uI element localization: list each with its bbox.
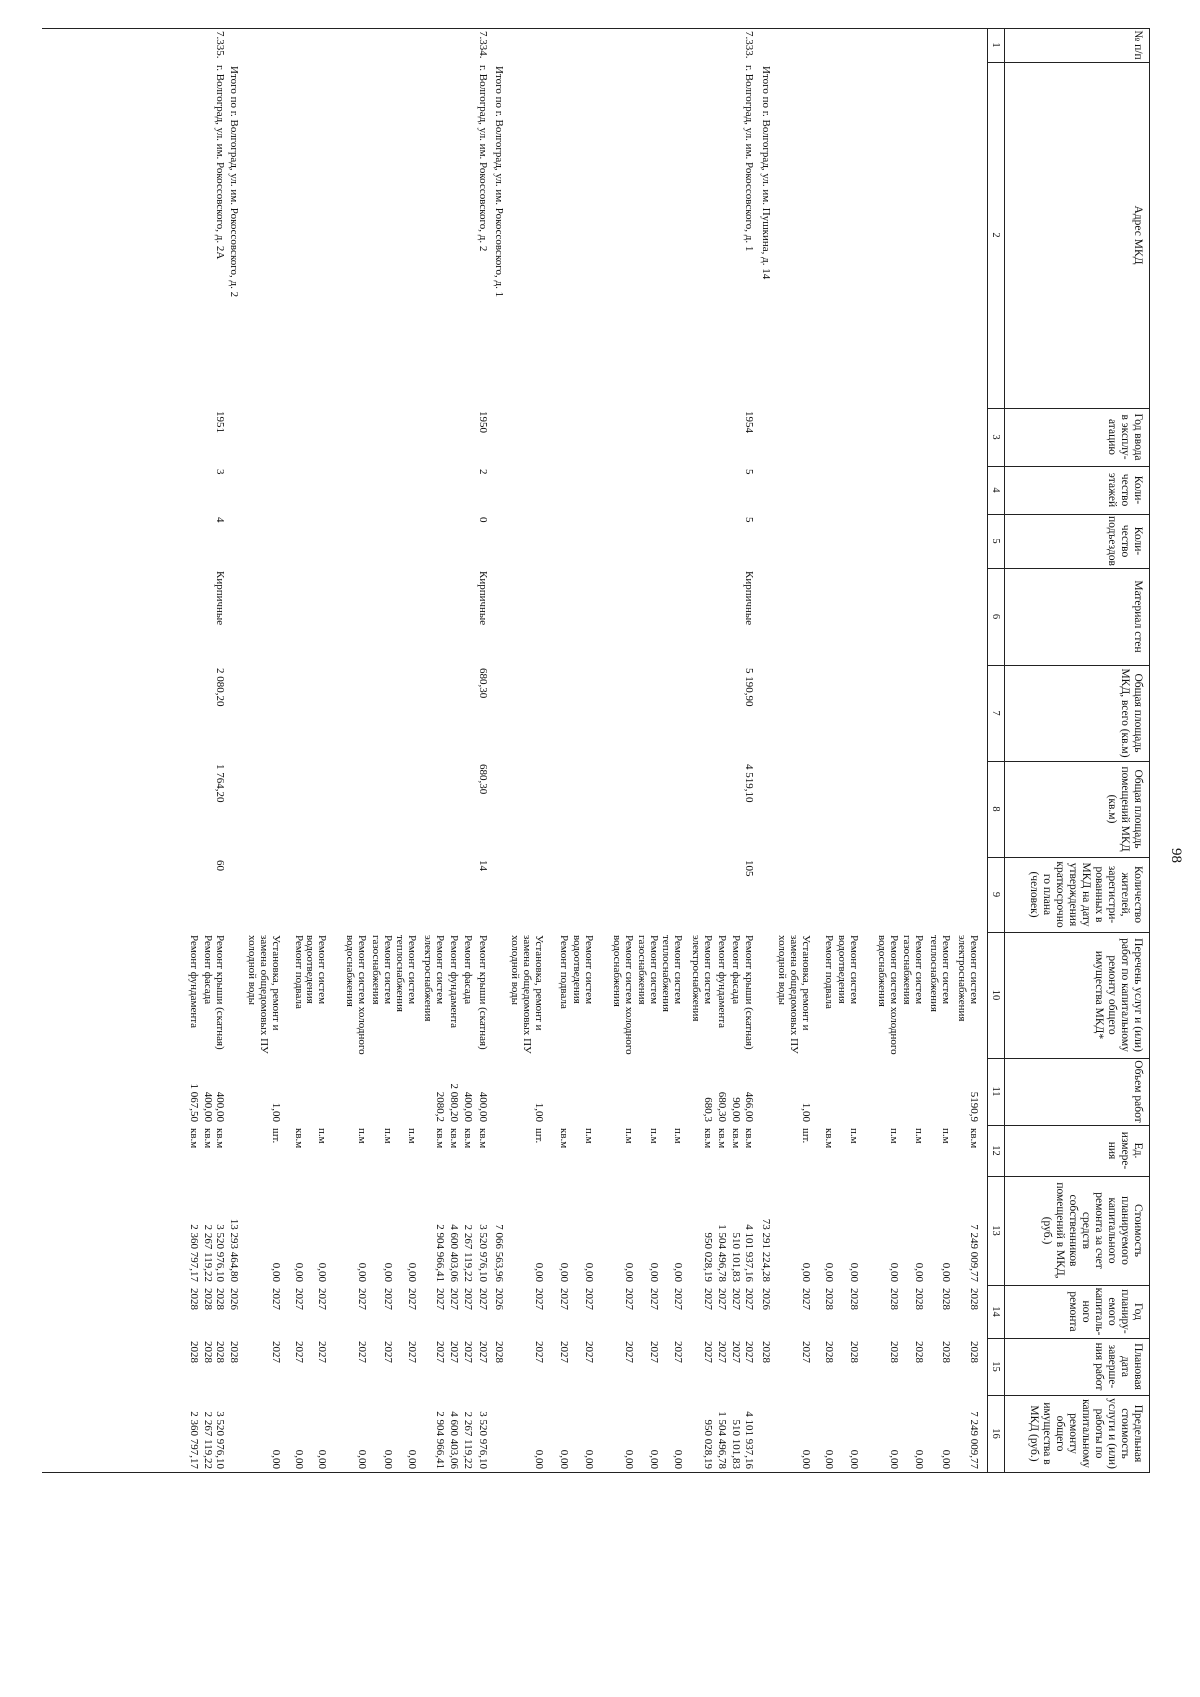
cell-c8: 4 519,10 [743,764,755,803]
column-number: 4 [990,487,1001,493]
cell-c16: 0,00 [623,1449,635,1469]
cell-c10: Ремонт систем электроснабжения [690,935,714,1022]
cell-c11: 400,00 [462,1091,474,1122]
cell-c11: 2 080,20 [448,1083,460,1122]
cell-c12: п.м [583,1128,595,1144]
cell-c4: 5 [743,469,755,475]
cell-c14: 2028 [823,1288,835,1310]
cell-c10: Ремонт систем теплоснабжения [394,935,418,1012]
cell-c16: 0,00 [583,1449,595,1469]
cell-c15: 2028 [913,1341,925,1363]
cell-c15: 2027 [477,1341,489,1363]
cell-c13: 7 249 009,77 [968,1224,980,1282]
cell-c14: 2028 [888,1288,900,1310]
cell-c15: 2027 [800,1341,812,1363]
cell-c16: 3 520 976,10 [214,1411,226,1469]
cell-c14: 2027 [462,1288,474,1310]
grid-line [988,514,1150,515]
cell-c12: кв.м [730,1128,742,1149]
cell-c13: 0,00 [623,1262,635,1282]
cell-c12: п.м [406,1128,418,1144]
header-cell: № п/п [1132,30,1144,60]
cell-c11: 466,00 [743,1091,755,1122]
grid-line [987,28,988,1472]
header-cell: Количество жителей, зарегистри-рованных в МКД на дату утверждения краткосрочно го плана (человек) [1028,861,1144,928]
cell-c11: 1 067,50 [188,1083,200,1122]
cell-c10: Установка, ремонт и замена общедомовых ПУ холодной воды [509,935,545,1054]
cell-c10: Ремонт систем электроснабжения [956,935,980,1022]
grid-line [42,28,1150,29]
cell-c16: 0,00 [270,1449,282,1469]
grid-line [988,1338,1150,1339]
column-number: 11 [990,1086,1001,1097]
total-label: Итого по г. Волгоград, ул. им. Рокоссовского, д. 2 [228,66,240,298]
grid-line [988,568,1150,569]
header-cell: Год планиру-емого капиталь-ного ремонта [1067,1287,1144,1336]
cell-c16: 0,00 [913,1449,925,1469]
cell-c11: 400,00 [477,1091,489,1122]
cell-c14: 2027 [406,1288,418,1310]
cell-c13: 2 904 966,41 [434,1224,446,1282]
cell-c16: 0,00 [406,1449,418,1469]
cell-c9: 60 [214,860,226,871]
cell-c14: 2027 [583,1288,595,1310]
cell-c12: кв.м [448,1128,460,1149]
cell-c5: 0 [477,517,489,523]
cell-c16: 2 267 119,22 [202,1411,214,1469]
cell-c5: 5 [743,517,755,523]
cell-c11: 1,00 [800,1102,812,1122]
cell-c14: 2028 [214,1288,226,1310]
cell-c10: Ремонт фундамента [448,935,460,1029]
cell-c13: 0,00 [270,1262,282,1282]
cell-c11: 5190,9 [968,1091,980,1122]
cell-c16: 1 504 496,78 [716,1411,728,1469]
cell-c10: Установка, ремонт и замена общедомовых ПУ холодной воды [776,935,812,1054]
header-cell: Перечень услуг и (или) работ по капитальному ремонту общего имущества МКД* [1093,938,1144,1052]
cell-c15: 2027 [716,1341,728,1363]
grid-line [988,62,1150,63]
cell-c12: шт. [533,1128,545,1144]
cell-c11: 680,30 [716,1091,728,1122]
cell-c16: 0,00 [356,1449,368,1469]
cell-c7: 2 080,20 [214,668,226,707]
cell-c14: 2026 [228,1288,240,1310]
cell-c4: 3 [214,469,226,475]
cell-c13: 0,00 [406,1262,418,1282]
cell-c13: 4 101 937,16 [743,1224,755,1282]
header-cell: Объем работ [1132,1060,1144,1123]
header-cell: Общая площадь МКД, всего (кв.м) [1119,668,1144,758]
grid-line [988,1395,1150,1396]
cell-c10: Ремонт систем холодного водоснабжения [344,935,368,1055]
cell-c12: кв.м [188,1128,200,1149]
column-number: 5 [990,538,1001,544]
cell-c15: 2027 [672,1341,684,1363]
cell-c16: 4 101 937,16 [743,1411,755,1469]
cell-c13: 13 293 464,80 [228,1218,240,1282]
cell-c8: 680,30 [477,764,489,795]
cell-c13: 0,00 [672,1262,684,1282]
cell-c13: 510 101,83 [730,1232,742,1282]
header-cell: Коли-чество подъездов [1106,516,1144,566]
cell-c5: 4 [214,517,226,523]
cell-c14: 2027 [730,1288,742,1310]
grid-line [42,1472,1150,1473]
cell-c3: 1951 [214,411,226,433]
cell-c3: 1954 [743,411,755,433]
cell-c7: 5 190,90 [743,668,755,707]
cell-c11: 680,3 [702,1097,714,1122]
cell-c12: п.м [382,1128,394,1144]
cell-c10: Установка, ремонт и замена общедомовых ПУ холодной воды [246,935,282,1054]
column-number: 12 [990,1145,1001,1156]
cell-c15: 2027 [434,1341,446,1363]
cell-c16: 0,00 [800,1449,812,1469]
cell-c12: кв.м [743,1128,755,1149]
cell-c12: п.м [356,1128,368,1144]
rotated-table [42,28,1184,1676]
grid-line [988,1176,1150,1177]
cell-c11: 1,00 [533,1102,545,1122]
cell-c13: 4 600 403,06 [448,1224,460,1282]
cell-c14: 2027 [702,1288,714,1310]
cell-c14: 2028 [940,1288,952,1310]
cell-c14: 2027 [716,1288,728,1310]
cell-c13: 0,00 [293,1262,305,1282]
cell-c15: 2027 [270,1341,282,1363]
cell-c16: 2 904 966,41 [434,1411,446,1469]
cell-c14: 2027 [434,1288,446,1310]
total-label: Итого по г. Волгоград, ул. им. Пушкина, д. 14 [760,66,772,280]
cell-c15: 2028 [968,1341,980,1363]
header-cell: Год ввода в эксплу-атацию [1106,413,1144,461]
cell-c12: кв.м [462,1128,474,1149]
cell-c15: 2027 [448,1341,460,1363]
cell-c16: 0,00 [823,1449,835,1469]
cell-c14: 2027 [477,1288,489,1310]
cell-c13: 2 267 119,22 [202,1224,214,1282]
cell-c13: 2 267 119,22 [462,1224,474,1282]
cell-c15: 2028 [202,1341,214,1363]
cell-c6: Кирпичные [214,571,226,626]
cell-c14: 2027 [293,1288,305,1310]
cell-c12: кв.м [968,1128,980,1149]
cell-c14: 2027 [672,1288,684,1310]
cell-c14: 2027 [558,1288,570,1310]
cell-c13: 3 520 976,10 [477,1224,489,1282]
cell-c8: 1 764,20 [214,764,226,803]
cell-c16: 0,00 [316,1449,328,1469]
cell-c10: Ремонт систем водоотведения [836,935,860,1005]
cell-c12: п.м [888,1128,900,1144]
cell-c15: 2028 [888,1341,900,1363]
cell-c1: 7.335. [214,31,226,59]
cell-c10: Ремонт систем теплоснабжения [928,935,952,1012]
column-number: 3 [990,434,1001,440]
cell-c13: 0,00 [940,1262,952,1282]
cell-c14: 2027 [356,1288,368,1310]
cell-c13: 73 291 224,28 [760,1218,772,1282]
cell-c15: 2027 [316,1341,328,1363]
cell-c6: Кирпичные [743,571,755,626]
cell-c13: 0,00 [848,1262,860,1282]
cell-c11: 1,00 [270,1102,282,1122]
cell-c14: 2026 [760,1288,772,1310]
column-number: 10 [990,989,1001,1001]
cell-c14: 2028 [202,1288,214,1310]
cell-c16: 0,00 [382,1449,394,1469]
cell-c15: 2027 [406,1341,418,1363]
cell-c15: 2028 [940,1341,952,1363]
cell-c10: Ремонт систем водоотведения [304,935,328,1005]
cell-c12: п.м [648,1128,660,1144]
cell-c13: 3 520 976,10 [214,1224,226,1282]
header-cell: Стоимость планируемого капитального ремонта за счет средств собственников помещений в МКД, (руб.) [1041,1182,1144,1279]
cell-c15: 2028 [760,1341,772,1363]
grid-line [988,665,1150,666]
cell-c16: 950 028,19 [702,1419,714,1469]
cell-c15: 2028 [848,1341,860,1363]
cell-c14: 2027 [270,1288,282,1310]
cell-c12: п.м [913,1128,925,1144]
cell-c15: 2027 [743,1341,755,1363]
cell-c2: г. Волгоград, ул. им. Рокоссовского, д. 1 [743,65,755,252]
column-number: 2 [990,232,1001,238]
cell-c2: г. Волгоград, ул. им. Рокоссовского, д. 2 [477,65,489,252]
cell-c10: Ремонт систем электроснабжения [422,935,446,1022]
cell-c14: 2027 [316,1288,328,1310]
cell-c16: 4 600 403,06 [448,1411,460,1469]
cell-c12: п.м [316,1128,328,1144]
cell-c12: кв.м [293,1128,305,1149]
cell-c15: 2027 [382,1341,394,1363]
column-number: 8 [990,806,1001,812]
cell-c14: 2027 [533,1288,545,1310]
cell-c16: 0,00 [888,1449,900,1469]
cell-c15: 2027 [583,1341,595,1363]
cell-c14: 2028 [848,1288,860,1310]
cell-c16: 0,00 [293,1449,305,1469]
cell-c13: 0,00 [888,1262,900,1282]
cell-c15: 2028 [228,1341,240,1363]
grid-line [988,932,1150,933]
cell-c14: 2027 [800,1288,812,1310]
column-number: 1 [990,42,1001,48]
grid-line [1004,28,1005,1472]
page-number: 98 [1168,848,1184,863]
header-cell: Общая площадь помещений МКД (кв.м) [1106,766,1144,852]
cell-c16: 510 101,83 [730,1419,742,1469]
cell-c10: Ремонт систем газоснабжения [901,935,925,1005]
cell-c14: 2027 [623,1288,635,1310]
cell-c10: Ремонт фундамента [188,935,200,1029]
header-cell: Коли-чество этажей [1106,472,1144,508]
cell-c13: 0,00 [583,1262,595,1282]
column-number: 7 [990,710,1001,716]
cell-c13: 0,00 [823,1262,835,1282]
cell-c10: Ремонт подвала [823,935,835,1009]
cell-c12: кв.м [202,1128,214,1149]
cell-c12: п.м [672,1128,684,1144]
cell-c15: 2027 [558,1341,570,1363]
cell-c13: 0,00 [913,1262,925,1282]
header-cell: Материал стен [1132,580,1144,653]
cell-c13: 950 028,19 [702,1232,714,1282]
cell-c12: кв.м [702,1128,714,1149]
cell-c11: 90,00 [730,1097,742,1122]
column-number: 14 [990,1306,1001,1317]
cell-c10: Ремонт крыши (скатная) [743,935,755,1050]
grid-line [988,466,1150,467]
cell-c10: Ремонт фасада [202,935,214,1005]
column-number: 9 [990,891,1001,898]
cell-c14: 2028 [188,1288,200,1310]
header-cell: Плановая дата заверше-ния работ [1093,1342,1144,1391]
cell-c15: 2028 [823,1341,835,1363]
column-number: 6 [990,613,1001,620]
cell-c12: кв.м [434,1128,446,1149]
cell-c16: 3 520 976,10 [477,1411,489,1469]
grid-line [988,408,1150,409]
cell-c12: кв.м [214,1128,226,1149]
cell-c13: 0,00 [558,1262,570,1282]
cell-c10: Ремонт подвала [293,935,305,1009]
cell-c14: 2026 [493,1288,505,1310]
cell-c16: 7 249 009,77 [968,1411,980,1469]
cell-c15: 2027 [293,1341,305,1363]
cell-c12: кв.м [558,1128,570,1149]
cell-c16: 0,00 [848,1449,860,1469]
column-number: 13 [990,1225,1001,1236]
cell-c12: шт. [800,1128,812,1144]
header-cell: Адрес МКД [1132,205,1144,265]
cell-c10: Ремонт систем газоснабжения [636,935,660,1005]
grid-line [988,761,1150,762]
cell-c2: г. Волгоград, ул. им. Рокоссовского, д. 2А [214,65,226,260]
cell-c6: Кирпичные [477,571,489,626]
cell-c11: 2080,2 [434,1091,446,1122]
cell-c16: 2 360 797,17 [188,1411,200,1469]
cell-c10: Ремонт фасада [462,935,474,1005]
cell-c4: 2 [477,469,489,475]
grid-line [1149,28,1150,1472]
cell-c13: 7 066 563,96 [493,1224,505,1282]
cell-c15: 2027 [533,1341,545,1363]
cell-c11: 400,00 [202,1091,214,1122]
cell-c14: 2027 [743,1288,755,1310]
cell-c15: 2028 [493,1341,505,1363]
cell-c16: 0,00 [558,1449,570,1469]
cell-c12: кв.м [823,1128,835,1149]
cell-c9: 14 [477,860,489,871]
grid-line [988,1058,1150,1059]
cell-c10: Ремонт систем холодного водоснабжения [611,935,635,1055]
cell-c3: 1950 [477,411,489,433]
cell-c12: п.м [940,1128,952,1144]
cell-c16: 2 267 119,22 [462,1411,474,1469]
cell-c1: 7.334. [477,31,489,59]
cell-c12: п.м [623,1128,635,1144]
cell-c14: 2028 [913,1288,925,1310]
cell-c10: Ремонт систем газоснабжения [370,935,394,1005]
grid-line [988,1125,1150,1126]
cell-c10: Ремонт крыши (скатная) [214,935,226,1050]
cell-c14: 2028 [968,1288,980,1310]
cell-c9: 105 [743,860,755,877]
total-label: Итого по г. Волгоград, ул. им. Рокоссовского, д. 1 [493,66,505,298]
cell-c15: 2027 [702,1341,714,1363]
cell-c10: Ремонт систем холодного водоснабжения [876,935,900,1055]
cell-c1: 7.333. [743,31,755,59]
cell-c16: 0,00 [533,1449,545,1469]
cell-c16: 0,00 [672,1449,684,1469]
cell-c13: 1 504 496,78 [716,1224,728,1282]
cell-c12: кв.м [716,1128,728,1149]
cell-c12: кв.м [477,1128,489,1149]
cell-c10: Ремонт систем водоотведения [571,935,595,1005]
cell-c12: шт. [270,1128,282,1144]
cell-c14: 2027 [648,1288,660,1310]
cell-c10: Ремонт фундамента [716,935,728,1029]
column-number: 16 [990,1428,1001,1439]
cell-c13: 0,00 [356,1262,368,1282]
cell-c15: 2027 [730,1341,742,1363]
cell-c13: 0,00 [316,1262,328,1282]
cell-c15: 2027 [462,1341,474,1363]
cell-c15: 2027 [648,1341,660,1363]
cell-c16: 0,00 [940,1449,952,1469]
cell-c15: 2028 [188,1341,200,1363]
cell-c7: 680,30 [477,668,489,699]
cell-c15: 2027 [356,1341,368,1363]
cell-c10: Ремонт подвала [558,935,570,1009]
cell-c10: Ремонт систем теплоснабжения [660,935,684,1012]
cell-c13: 0,00 [533,1262,545,1282]
cell-c10: Ремонт крыши (скатная) [477,935,489,1050]
cell-c13: 0,00 [382,1262,394,1282]
cell-c12: п.м [848,1128,860,1144]
column-number: 15 [990,1361,1001,1372]
cell-c16: 0,00 [648,1449,660,1469]
cell-c13: 0,00 [800,1262,812,1282]
cell-c10: Ремонт фасада [730,935,742,1005]
cell-c11: 400,00 [214,1091,226,1122]
cell-c13: 2 360 797,17 [188,1224,200,1282]
cell-c15: 2027 [623,1341,635,1363]
header-cell: Ед. измере-ния [1106,1131,1144,1170]
cell-c14: 2027 [382,1288,394,1310]
header-cell: Предельная стоимость услуги и (или) работы по капитальному ремонту общего имущества в МКД (руб.) [1028,1398,1144,1469]
cell-c15: 2028 [214,1341,226,1363]
grid-line [988,1285,1150,1286]
cell-c13: 0,00 [648,1262,660,1282]
cell-c14: 2027 [448,1288,460,1310]
grid-line [988,857,1150,858]
